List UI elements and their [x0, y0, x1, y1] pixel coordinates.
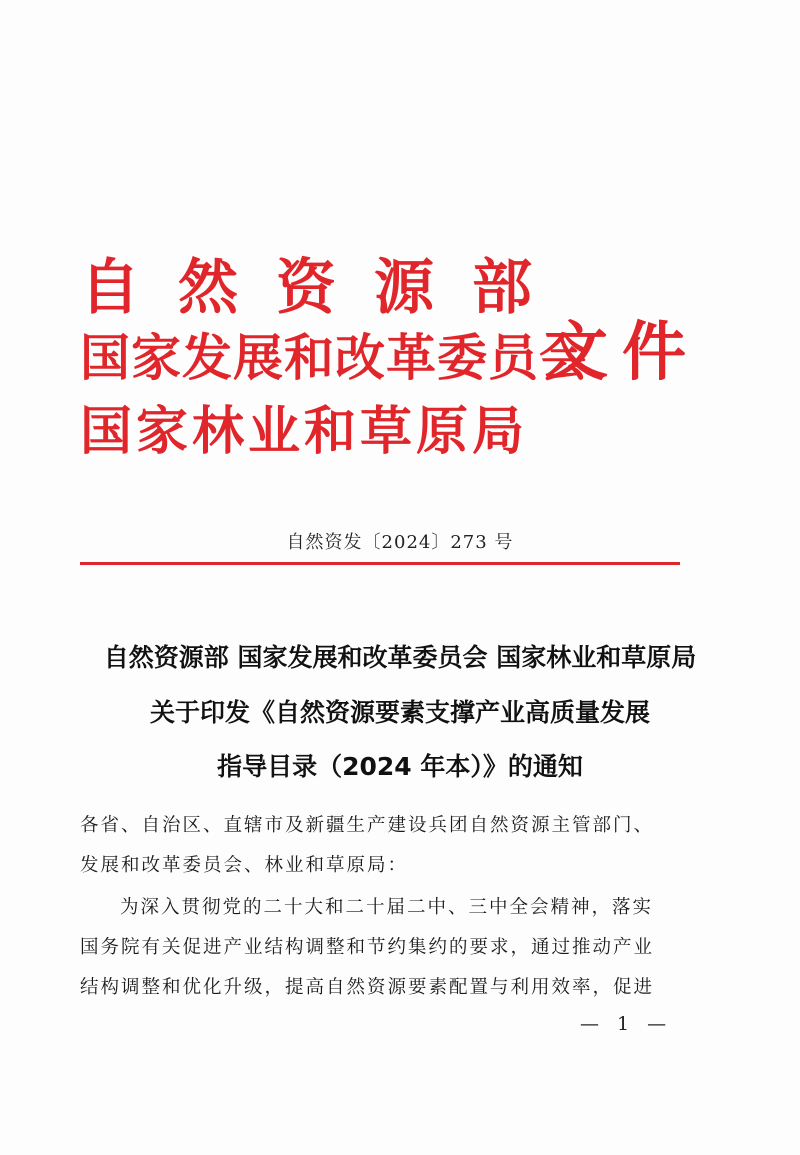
title-line2: 关于印发《自然资源要素支撑产业高质量发展 — [149, 698, 650, 727]
page-number: — 1 — — [580, 1013, 673, 1035]
recipients-line2: 发展和改革委员会、林业和草原局： — [80, 855, 409, 876]
red-separator-line — [80, 562, 680, 565]
header-org-line1: 自然资源部 — [80, 253, 570, 323]
header-doc-word: 文件 — [544, 316, 700, 390]
paragraph-line3: 结构调整和优化升级，提高自然资源要素配置与利用效率，促进 — [80, 977, 655, 998]
paragraph-line2: 国务院有关促进产业结构调整和节约集约的要求，通过推动产业 — [80, 937, 655, 958]
paragraph-line1: 为深入贯彻党的二十大和二十届二中、三中全会精神，落实 — [120, 897, 654, 918]
title-line1: 自然资源部 国家发展和改革委员会 国家林业和草原局 — [103, 643, 697, 672]
header-org-line3: 国家林业和草原局 — [80, 402, 529, 462]
title-line3: 指导目录（2024 年本）》的通知 — [217, 752, 583, 781]
recipients-line1: 各省、自治区、直辖市及新疆生产建设兵团自然资源主管部门、 — [80, 815, 655, 836]
document-number: 自然资发〔2024〕273 号 — [286, 532, 514, 553]
header-org-line2: 国家发展和改革委员会 — [80, 329, 590, 387]
